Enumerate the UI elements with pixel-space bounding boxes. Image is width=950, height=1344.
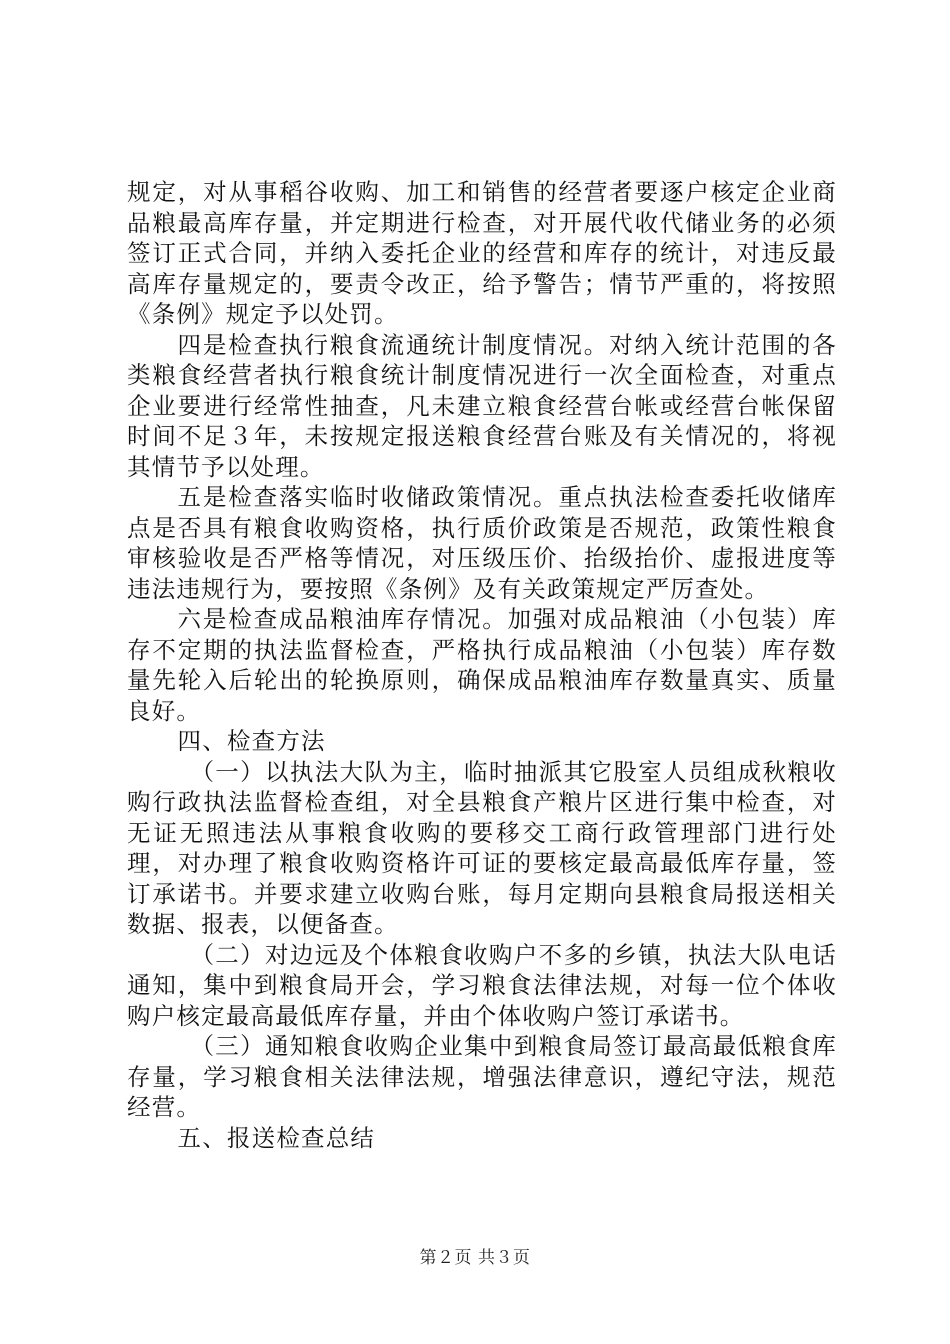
paragraph-method-one: （一）以执法大队为主，临时抽派其它股室人员组成秋粮收购行政执法监督检查组，对全县粮食产粮片区进行集中检查，对无证无照违法从事粮食收购的要移交工商行政管理部门进行处理，对办理了粮食收购资格许可证的要核定最高最低库存量，签订承诺书。并要求建立收购台账，每月定期向县粮食局报送相关数据、报表，以便备查。 <box>127 757 837 938</box>
paragraph-item-five: 五是检查落实临时收储政策情况。重点执法检查委托收储库点是否具有粮食收购资格，执行质价政策是否规范，政策性粮食审核验收是否严格等情况，对压级压价、抬级抬价、虚报进度等违法违规行为，要按照《条例》及有关政策规定严厉查处。 <box>127 483 837 603</box>
section-heading-inspection-method: 四、检查方法 <box>177 727 326 755</box>
paragraph-method-two: （二）对边远及个体粮食收购户不多的乡镇，执法大队电话通知，集中到粮食局开会，学习粮食法律法规，对每一位个体收购户核定最高最低库存量，并由个体收购户签订承诺书。 <box>127 940 837 1030</box>
document-body <box>127 177 837 1153</box>
paragraph-continuation: 规定，对从事稻谷收购、加工和销售的经营者要逐户核定企业商品粮最高库存量，并定期进行检查，对开展代收代储业务的必须签订正式合同，并纳入委托企业的经营和库存的统计，对违反最高库存量规定的，要责令改正，给予警告；情节严重的，将按照《条例》规定予以处罚。 <box>127 178 837 328</box>
paragraph-item-four: 四是检查执行粮食流通统计制度情况。对纳入统计范围的各类粮食经营者执行粮食统计制度情况进行一次全面检查，对重点企业要进行经常性抽查，凡未建立粮食经营台帐或经营台帐保留时间不足３年，未按规定报送粮食经营台账及有关情况的，将视其情节予以处理。 <box>127 330 837 481</box>
paragraph-item-six: 六是检查成品粮油库存情况。加强对成品粮油（小包装）库存不定期的执法监督检查，严格执行成品粮油（小包装）库存数量先轮入后轮出的轮换原则，确保成品粮油库存数量真实、质量良好。 <box>127 605 837 725</box>
paragraph-method-three: （三）通知粮食收购企业集中到粮食局签订最高最低粮食库存量，学习粮食相关法律法规，增强法律意识，遵纪守法，规范经营。 <box>127 1032 837 1121</box>
page-number-footer: 第２页 共３页 <box>419 1248 531 1268</box>
section-heading-report-summary: 五、报送检查总结 <box>177 1123 376 1152</box>
